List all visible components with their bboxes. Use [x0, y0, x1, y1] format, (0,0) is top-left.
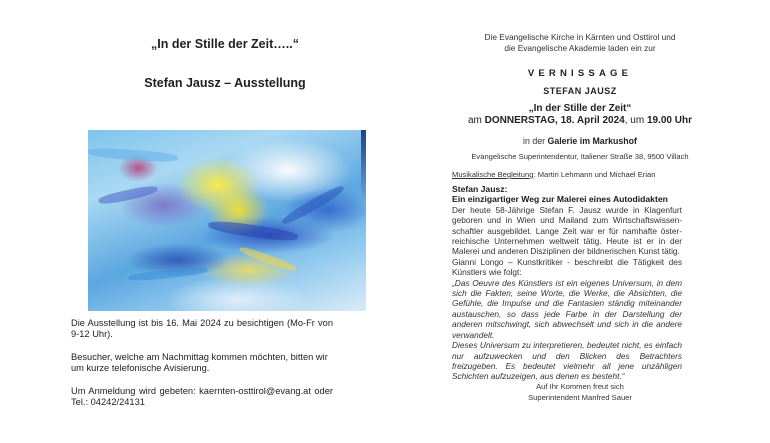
painting-image — [88, 130, 366, 311]
intro-line-1: Die Evangelische Kirche in Kärnten und Osttirol und — [484, 32, 676, 42]
artist-bio — [452, 184, 682, 382]
event-type-heading: VERNISSAGE — [527, 68, 633, 79]
exhibition-title: „In der Stille der Zeit…..“ — [151, 37, 299, 51]
venue-address: Evangelische Superintendentur, Italiener Straße 38, 9500 Villach — [471, 152, 689, 161]
afternoon-visitors-text: Besucher, welche am Nachmittag kommen möchten, bitten wir um kurze telefonische Avisierung. — [71, 352, 328, 373]
bio-heading-tagline: Ein einzigartiger Weg zur Malerei eines Autodidakten — [452, 194, 668, 205]
venue: in der Galerie im Markushof — [523, 136, 637, 146]
music-performers: : Martin Lehmann und Michael Erian — [533, 170, 656, 179]
event-time: 19.00 Uhr — [646, 115, 692, 126]
music-accompaniment — [452, 170, 692, 179]
critic-intro: Gianni Longo – Kunstkritiker - beschreibt die Tätigkeit des Künstlers wie folgt: — [452, 256, 682, 278]
artist-name: STEFAN JAUSZ — [543, 86, 617, 96]
painting-edge — [361, 130, 366, 200]
music-label: Musikalische Begleitung — [452, 170, 534, 179]
event-date: am DONNERSTAG, 18. April 2024, um 19.00 Uhr — [468, 115, 692, 126]
bio-text: Der heute 58-Jährige Stefan F. Jausz wurde in Klagenfurt geboren und in Wien und Mailand zum Wirtschaftswissenschaftler ausgebildet. Lange Zeit war er für namhafte österreichische Unternehmen weltweit tätig. Heute ist er in der Malerei und anderen Disziplinen der bildnerischen Kunst tätig. — [452, 204, 682, 257]
bio-heading-name: Stefan Jausz: — [452, 184, 508, 194]
event-day: DONNERSTAG, 18. April 2024 — [484, 115, 625, 126]
venue-name: Galerie im Markushof — [547, 136, 637, 146]
vernissage-title: „In der Stille der Zeit“ — [528, 103, 632, 114]
critic-quote-1: „Das Oeuvre des Künstlers ist ein eigenes Universum, in dem sich die Fakten, seine Worte, die Werke, die Absichten, die Gefühle, die Impulse und die Fantasien ständig miteinander austauschen, so dass jede Farbe in der Darstellung der anderen mitschwingt, sich abwechselt und sich in die andere verwandelt. — [452, 277, 682, 340]
exhibition-dates-text: Die Ausstellung ist bis 16. Mai 2024 zu besichtigen (Mo-Fr von 9-12 Uhr). — [71, 318, 333, 339]
invitation-intro — [430, 32, 730, 54]
signatory: Superintendent Manfred Sauer — [528, 392, 632, 402]
closing-line: Auf Ihr Kommen freut sich — [536, 382, 624, 391]
exhibition-subtitle: Stefan Jausz – Ausstellung — [144, 76, 306, 90]
intro-line-2: die Evangelische Akademie laden ein zur — [504, 43, 656, 53]
registration-text: Um Anmeldung wird gebeten: kaernten-osttirol@evang.at oder Tel.: 04242/24131 — [71, 386, 333, 407]
critic-quote-2: Dieses Universum zu interpretieren, bedeutet nicht, es einfach nur aufzuwecken und den Blicken des Betrachters freizugeben. Es bedeutet vielmehr all jene unzähligen Schichten aufzuzeigen, aus denen es besteht.“ — [452, 340, 682, 382]
closing-signature — [430, 382, 730, 403]
